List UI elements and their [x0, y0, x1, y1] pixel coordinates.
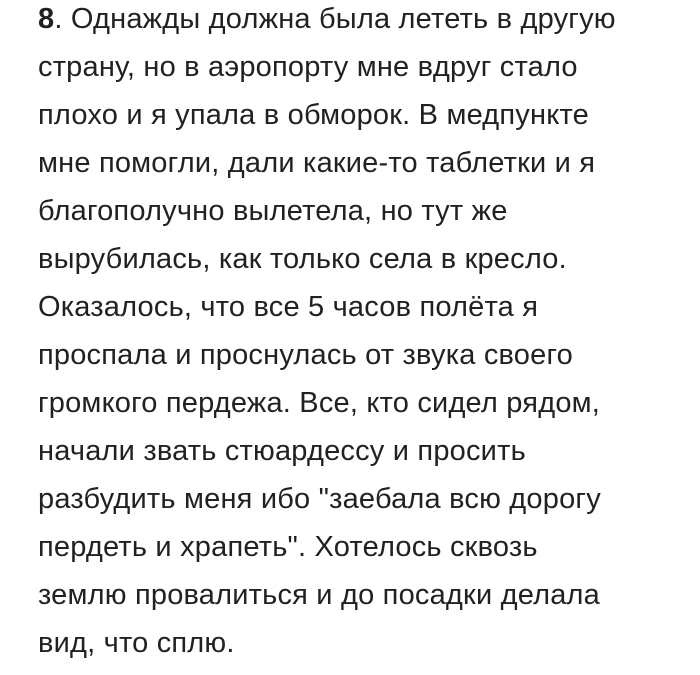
- story-line: проспала и проснулась от звука своего: [38, 339, 573, 371]
- story-line: [38, 0, 680, 43]
- story-line: Оказалось, что все 5 часов полёта я: [38, 291, 539, 323]
- story-line: благополучно вылетела, но тут же: [38, 195, 508, 227]
- story-line: вырубилась, как только села в кресло.: [38, 243, 567, 275]
- story-line: пердеть и храпеть". Хотелось сквозь: [38, 531, 538, 563]
- story-line: плохо и я упала в обморок. В медпункте: [38, 99, 589, 131]
- story-line: мне помогли, дали какие-то таблетки и я: [38, 147, 596, 179]
- story-number: 8: [38, 3, 55, 35]
- story-line-text: . Однажды должна была лететь в другую: [54, 3, 616, 35]
- story-line: землю провалиться и до посадки делала: [38, 579, 600, 611]
- story-line: страну, но в аэропорту мне вдруг стало: [38, 51, 578, 83]
- story-line: разбудить меня ибо "заебала всю дорогу: [38, 483, 601, 515]
- story-line: начали звать стюардессу и просить: [38, 435, 526, 467]
- story-line: громкого пердежа. Все, кто сидел рядом,: [38, 387, 601, 419]
- story-line: вид, что сплю.: [38, 627, 235, 659]
